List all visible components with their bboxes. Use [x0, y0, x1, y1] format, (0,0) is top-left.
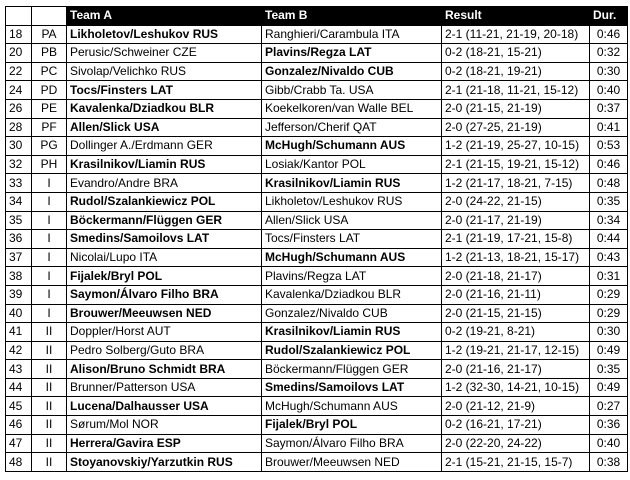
team-b-cell: McHugh/Schumann AUS: [262, 248, 442, 267]
table-row: [6, 192, 628, 211]
match-number-cell: 42: [6, 341, 32, 360]
team-a-cell: Dollinger A./Erdmann GER: [67, 137, 262, 156]
team-a-cell: Sørum/Mol NOR: [67, 416, 262, 435]
pool-cell: I: [32, 174, 67, 193]
header-team-a: Team A: [67, 7, 262, 26]
match-number-cell: 39: [6, 285, 32, 304]
team-a-cell: Perusic/Schweiner CZE: [67, 44, 262, 63]
team-b-cell: Kavalenka/Dziadkou BLR: [262, 285, 442, 304]
duration-cell: 0:49: [590, 341, 628, 360]
result-cell: 0-2 (18-21, 19-21): [442, 62, 590, 81]
pool-cell: II: [32, 360, 67, 379]
header-row: [6, 7, 628, 26]
team-b-cell: Plavins/Regza LAT: [262, 267, 442, 286]
results-table-container: [5, 6, 628, 472]
result-cell: 1-2 (21-13, 18-21, 15-17): [442, 248, 590, 267]
pool-cell: II: [32, 323, 67, 342]
table-row: [6, 416, 628, 435]
result-cell: 2-0 (21-16, 21-11): [442, 285, 590, 304]
duration-cell: 0:30: [590, 323, 628, 342]
table-row: [6, 118, 628, 137]
team-b-cell: Krasilnikov/Liamin RUS: [262, 174, 442, 193]
pool-cell: I: [32, 248, 67, 267]
match-number-cell: 36: [6, 230, 32, 249]
pool-cell: I: [32, 285, 67, 304]
team-a-cell: Smedins/Samoilovs LAT: [67, 230, 262, 249]
match-number-cell: 45: [6, 397, 32, 416]
table-row: [6, 267, 628, 286]
pool-cell: II: [32, 378, 67, 397]
results-body: [6, 25, 628, 471]
team-b-cell: Allen/Slick USA: [262, 211, 442, 230]
duration-cell: 0:38: [590, 453, 628, 472]
team-b-cell: Koekelkoren/van Walle BEL: [262, 99, 442, 118]
team-b-cell: Gibb/Crabb Ta. USA: [262, 81, 442, 100]
result-cell: 2-1 (15-21, 21-15, 15-7): [442, 453, 590, 472]
result-cell: 1-2 (32-30, 14-21, 10-15): [442, 378, 590, 397]
result-cell: 0-2 (18-21, 15-21): [442, 44, 590, 63]
team-a-cell: Likholetov/Leshukov RUS: [67, 25, 262, 44]
result-cell: 0-2 (16-21, 17-21): [442, 416, 590, 435]
duration-cell: 0:31: [590, 267, 628, 286]
duration-cell: 0:40: [590, 81, 628, 100]
team-a-cell: Saymon/Álvaro Filho BRA: [67, 285, 262, 304]
team-a-cell: Alison/Bruno Schmidt BRA: [67, 360, 262, 379]
match-number-cell: 30: [6, 137, 32, 156]
pool-cell: PH: [32, 155, 67, 174]
result-cell: 2-1 (21-15, 19-21, 15-12): [442, 155, 590, 174]
duration-cell: 0:43: [590, 248, 628, 267]
pool-cell: PA: [32, 25, 67, 44]
pool-cell: II: [32, 341, 67, 360]
table-row: [6, 230, 628, 249]
results-table: [5, 6, 628, 472]
table-row: [6, 62, 628, 81]
header-pool: [32, 7, 67, 26]
pool-cell: II: [32, 453, 67, 472]
match-number-cell: 26: [6, 99, 32, 118]
team-a-cell: Krasilnikov/Liamin RUS: [67, 155, 262, 174]
team-a-cell: Kavalenka/Dziadkou BLR: [67, 99, 262, 118]
match-number-cell: 40: [6, 304, 32, 323]
duration-cell: 0:44: [590, 230, 628, 249]
match-number-cell: 33: [6, 174, 32, 193]
pool-cell: I: [32, 211, 67, 230]
table-row: [6, 285, 628, 304]
duration-cell: 0:41: [590, 118, 628, 137]
result-cell: 1-2 (21-17, 18-21, 7-15): [442, 174, 590, 193]
table-row: [6, 434, 628, 453]
pool-cell: PC: [32, 62, 67, 81]
team-b-cell: McHugh/Schumann AUS: [262, 137, 442, 156]
team-b-cell: Ranghieri/Carambula ITA: [262, 25, 442, 44]
team-b-cell: Gonzalez/Nivaldo CUB: [262, 304, 442, 323]
team-b-cell: Plavins/Regza LAT: [262, 44, 442, 63]
team-b-cell: Brouwer/Meeuwsen NED: [262, 453, 442, 472]
table-row: [6, 341, 628, 360]
duration-cell: 0:46: [590, 25, 628, 44]
table-row: [6, 155, 628, 174]
duration-cell: 0:30: [590, 62, 628, 81]
header-result: Result: [442, 7, 590, 26]
table-row: [6, 360, 628, 379]
result-cell: 2-0 (22-20, 24-22): [442, 434, 590, 453]
match-number-cell: 43: [6, 360, 32, 379]
pool-cell: II: [32, 416, 67, 435]
pool-cell: I: [32, 304, 67, 323]
pool-cell: I: [32, 192, 67, 211]
table-row: [6, 137, 628, 156]
team-a-cell: Sivolap/Velichko RUS: [67, 62, 262, 81]
team-b-cell: Krasilnikov/Liamin RUS: [262, 323, 442, 342]
table-row: [6, 323, 628, 342]
match-number-cell: 22: [6, 62, 32, 81]
duration-cell: 0:35: [590, 360, 628, 379]
team-a-cell: Herrera/Gavira ESP: [67, 434, 262, 453]
team-b-cell: Losiak/Kantor POL: [262, 155, 442, 174]
match-number-cell: 37: [6, 248, 32, 267]
team-a-cell: Evandro/Andre BRA: [67, 174, 262, 193]
result-cell: 2-1 (21-18, 11-21, 15-12): [442, 81, 590, 100]
table-row: [6, 44, 628, 63]
match-number-cell: 34: [6, 192, 32, 211]
team-a-cell: Tocs/Finsters LAT: [67, 81, 262, 100]
team-b-cell: Rudol/Szalankiewicz POL: [262, 341, 442, 360]
pool-cell: PG: [32, 137, 67, 156]
duration-cell: 0:36: [590, 416, 628, 435]
pool-cell: PB: [32, 44, 67, 63]
result-cell: 1-2 (21-19, 25-27, 10-15): [442, 137, 590, 156]
team-a-cell: Stoyanovskiy/Yarzutkin RUS: [67, 453, 262, 472]
team-b-cell: Tocs/Finsters LAT: [262, 230, 442, 249]
duration-cell: 0:29: [590, 285, 628, 304]
team-b-cell: Likholetov/Leshukov RUS: [262, 192, 442, 211]
pool-cell: PE: [32, 99, 67, 118]
match-number-cell: 20: [6, 44, 32, 63]
result-cell: 2-1 (21-19, 17-21, 15-8): [442, 230, 590, 249]
team-a-cell: Doppler/Horst AUT: [67, 323, 262, 342]
team-a-cell: Fijalek/Bryl POL: [67, 267, 262, 286]
match-number-cell: 46: [6, 416, 32, 435]
table-row: [6, 99, 628, 118]
table-row: [6, 211, 628, 230]
match-number-cell: 44: [6, 378, 32, 397]
match-number-cell: 47: [6, 434, 32, 453]
duration-cell: 0:32: [590, 44, 628, 63]
match-number-cell: 41: [6, 323, 32, 342]
result-cell: 1-2 (19-21, 21-17, 12-15): [442, 341, 590, 360]
table-row: [6, 453, 628, 472]
match-number-cell: 24: [6, 81, 32, 100]
match-number-cell: 35: [6, 211, 32, 230]
duration-cell: 0:27: [590, 397, 628, 416]
duration-cell: 0:46: [590, 155, 628, 174]
team-a-cell: Allen/Slick USA: [67, 118, 262, 137]
duration-cell: 0:49: [590, 378, 628, 397]
result-cell: 2-0 (21-15, 21-15): [442, 304, 590, 323]
result-cell: 2-0 (21-18, 21-17): [442, 267, 590, 286]
header-duration: Dur.: [590, 7, 628, 26]
header-team-b: Team B: [262, 7, 442, 26]
team-b-cell: Böckermann/Flüggen GER: [262, 360, 442, 379]
result-cell: 2-0 (24-22, 21-15): [442, 192, 590, 211]
match-number-cell: 32: [6, 155, 32, 174]
result-cell: 2-0 (21-17, 21-19): [442, 211, 590, 230]
result-cell: 2-0 (21-15, 21-19): [442, 99, 590, 118]
duration-cell: 0:37: [590, 99, 628, 118]
header-match-number: [6, 7, 32, 26]
team-b-cell: Jefferson/Cherif QAT: [262, 118, 442, 137]
pool-cell: II: [32, 434, 67, 453]
pool-cell: II: [32, 397, 67, 416]
team-a-cell: Böckermann/Flüggen GER: [67, 211, 262, 230]
team-b-cell: McHugh/Schumann AUS: [262, 397, 442, 416]
match-number-cell: 28: [6, 118, 32, 137]
table-row: [6, 378, 628, 397]
team-b-cell: Fijalek/Bryl POL: [262, 416, 442, 435]
duration-cell: 0:34: [590, 211, 628, 230]
table-row: [6, 174, 628, 193]
team-a-cell: Pedro Solberg/Guto BRA: [67, 341, 262, 360]
team-a-cell: Lucena/Dalhausser USA: [67, 397, 262, 416]
table-row: [6, 248, 628, 267]
team-a-cell: Brunner/Patterson USA: [67, 378, 262, 397]
team-b-cell: Gonzalez/Nivaldo CUB: [262, 62, 442, 81]
team-a-cell: Nicolai/Lupo ITA: [67, 248, 262, 267]
result-cell: 2-0 (21-12, 21-9): [442, 397, 590, 416]
duration-cell: 0:53: [590, 137, 628, 156]
table-row: [6, 81, 628, 100]
pool-cell: I: [32, 230, 67, 249]
match-number-cell: 48: [6, 453, 32, 472]
team-b-cell: Saymon/Álvaro Filho BRA: [262, 434, 442, 453]
team-a-cell: Rudol/Szalankiewicz POL: [67, 192, 262, 211]
result-cell: 0-2 (19-21, 8-21): [442, 323, 590, 342]
result-cell: 2-0 (21-16, 21-17): [442, 360, 590, 379]
table-row: [6, 25, 628, 44]
pool-cell: I: [32, 267, 67, 286]
duration-cell: 0:40: [590, 434, 628, 453]
pool-cell: PD: [32, 81, 67, 100]
team-a-cell: Brouwer/Meeuwsen NED: [67, 304, 262, 323]
match-number-cell: 18: [6, 25, 32, 44]
table-row: [6, 304, 628, 323]
duration-cell: 0:35: [590, 192, 628, 211]
result-cell: 2-0 (27-25, 21-19): [442, 118, 590, 137]
match-number-cell: 38: [6, 267, 32, 286]
result-cell: 2-1 (11-21, 21-19, 20-18): [442, 25, 590, 44]
duration-cell: 0:29: [590, 304, 628, 323]
pool-cell: PF: [32, 118, 67, 137]
table-row: [6, 397, 628, 416]
team-b-cell: Smedins/Samoilovs LAT: [262, 378, 442, 397]
duration-cell: 0:48: [590, 174, 628, 193]
